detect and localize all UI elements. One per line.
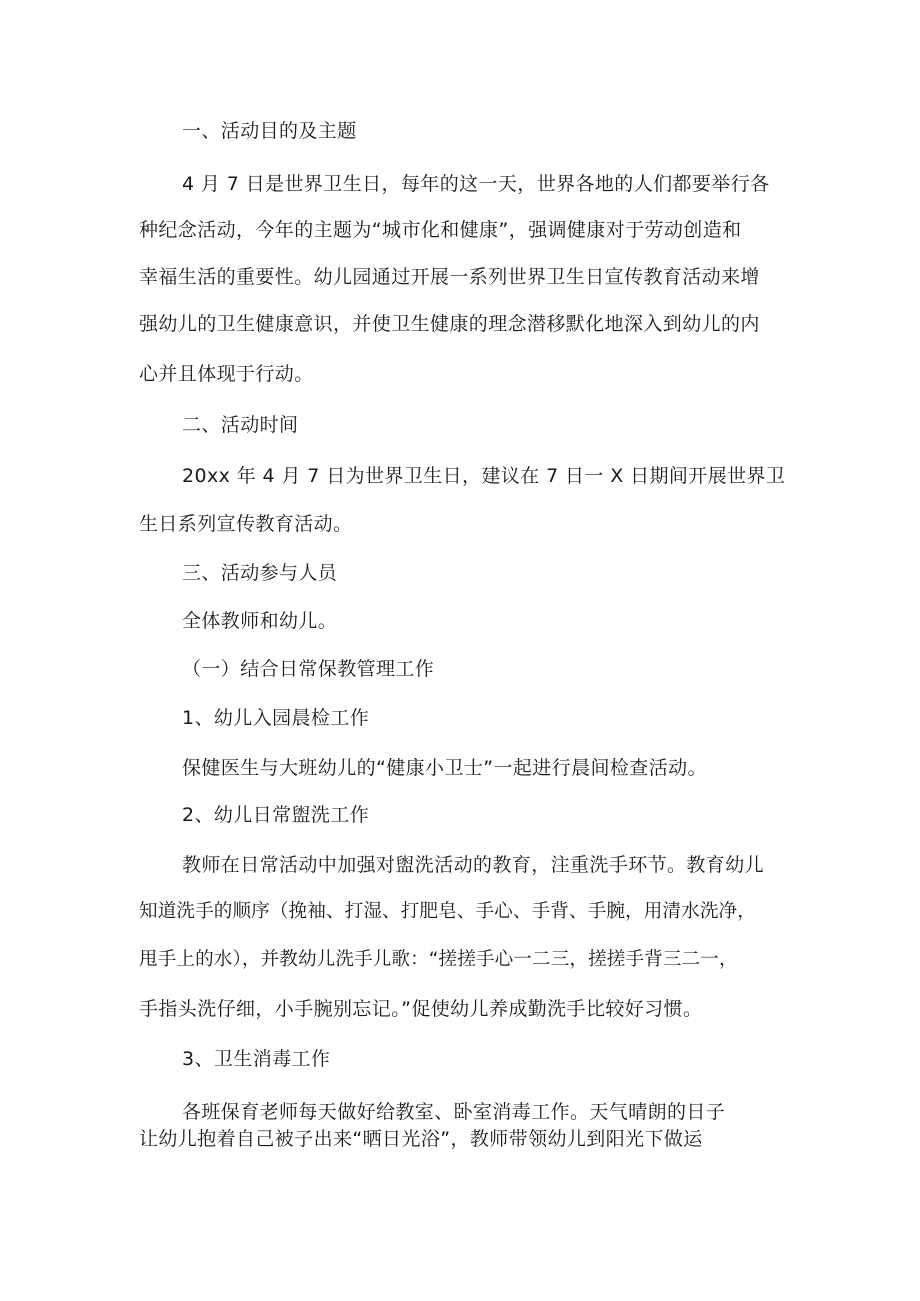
section-heading: （一）结合日常保教管理工作 — [182, 658, 435, 680]
paragraph-line: 甩手上的水），并教幼儿洗手儿歌：“搓搓手心一二三，搓搓手背三二一， — [139, 949, 738, 970]
paragraph-line: 强幼儿的卫生健康意识，并使卫生健康的理念潜移默化地深入到幼儿的内 — [139, 313, 760, 335]
section-heading: 1、幼儿入园晨检工作 — [182, 707, 370, 729]
section-heading: 三、活动参与人员 — [182, 562, 338, 584]
section-heading: 二、活动时间 — [182, 414, 299, 436]
paragraph-line: 种纪念活动，今年的主题为“城市化和健康”，强调健康对于劳动创造和 — [139, 219, 742, 241]
section-heading: 3、卫生消毒工作 — [182, 1048, 331, 1070]
paragraph-line: 让幼儿抱着自己被子出来“晒日光浴”，教师带领幼儿到阳光下做运 — [139, 1128, 703, 1150]
section-heading: 2、幼儿日常盥洗工作 — [182, 804, 370, 826]
paragraph-line: 教师在日常活动中加强对盥洗活动的教育，注重洗手环节。教育幼儿 — [182, 854, 765, 876]
section-heading: 一、活动目的及主题 — [182, 120, 357, 142]
paragraph-line: 全体教师和幼儿。 — [182, 610, 338, 632]
paragraph-line: 手指头洗仔细，小手腕别忘记。”促使幼儿养成勤洗手比较好习惯。 — [139, 998, 703, 1020]
paragraph-line: 知道洗手的顺序（挽袖、打湿、打肥皂、手心、手背、手腕，用清水洗净， — [139, 901, 756, 922]
paragraph-line: 4 月 7 日是世界卫生日，每年的这一天，世界各地的人们都要举行各 — [182, 173, 770, 195]
paragraph-line: 幸福生活的重要性。幼儿园通过开展一系列世界卫生日宣传教育活动来增 — [139, 266, 760, 288]
paragraph-line: 生日系列宣传教育活动。 — [139, 513, 353, 535]
paragraph-line: 保健医生与大班幼儿的“健康小卫士”一起进行晨间检查活动。 — [182, 757, 707, 779]
paragraph-line: 心并且体现于行动。 — [139, 363, 314, 385]
paragraph-line: 各班保育老师每天做好给教室、卧室消毒工作。天气晴朗的日子 — [182, 1101, 726, 1123]
paragraph-line: 20xx 年 4 月 7 日为世界卫生日，建议在 7 日一 X 日期间开展世界卫 — [182, 465, 786, 487]
